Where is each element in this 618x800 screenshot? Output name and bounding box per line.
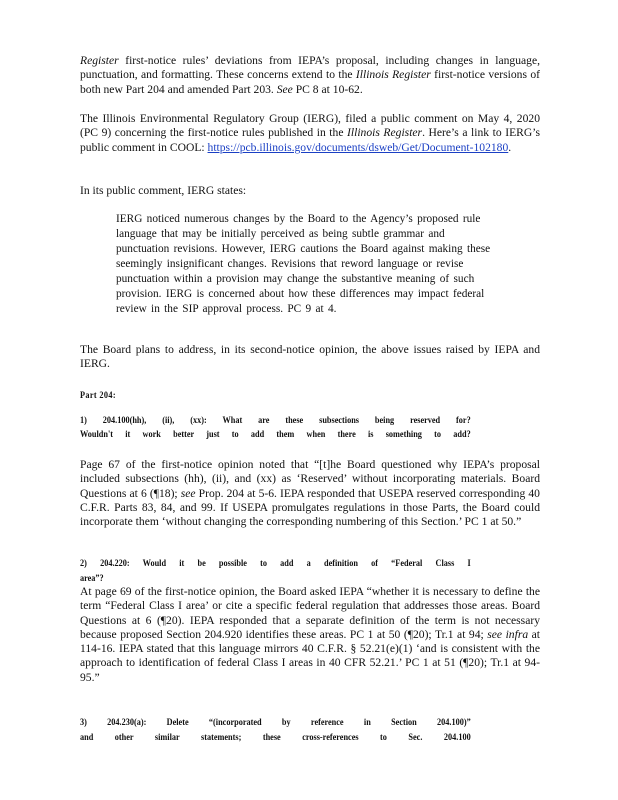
question-2-line-1: 2) 204.220: Would it be possible to add a definition of “Federal Class I <box>80 559 471 569</box>
cool-document-link[interactable]: https://pcb.illinois.gov/documents/dsweb/Get/Document-102180 <box>207 140 509 154</box>
paragraph-ierg-states: In its public comment, IERG states: <box>80 184 247 197</box>
paragraph-register-concerns: Register first-notice rules’ deviations from IEPA’s proposal, including changes in language, punctuation, and formatting. These concerns extend to the Illinois Register first-notice versions of both new Part 204 and amended Part 203. See PC 8 at 10-62. <box>80 54 541 96</box>
question-3-line-2: and other similar statements; these cross-references to Sec. 204.100 <box>80 733 471 743</box>
part-204-heading: Part 204: <box>80 391 116 401</box>
question-1-line-2: Wouldn't it work better just to add them when there is something to add? <box>80 430 471 440</box>
paragraph-ierg-comment: The Illinois Environmental Regulatory Group (IERG), filed a public comment on May 4, 2020 (PC 9) concerning the first-notice rules published in the Illinois Register. Here’s a link to IERG’s public comment in COOL: https://pcb.illinois.gov/documents/dsweb/Get/Document-102180. <box>80 112 540 154</box>
question-2-line-2: area”? <box>80 574 104 584</box>
question-3-line-1: 3) 204.230(a): Delete “(incorporated by reference in Section 204.100)” <box>80 718 471 728</box>
block-quote-ierg: IERG noticed numerous changes by the Board to the Agency’s proposed rule language that may be initially perceived as being subtle grammar and punctuation revisions. However, IERG cautions the Board against making these seemingly insignificant changes. Revisions that reword language or revise punctuation within a provision may change the substantive meaning of such provision. IERG is concerned about how these differences may impact federal review in the SIP approval process. PC 9 at 4. <box>116 213 491 315</box>
paragraph-board-plans: The Board plans to address, in its second-notice opinion, the above issues raised by IEPA and IERG. <box>80 343 540 371</box>
paragraph-page-69: At page 69 of the first-notice opinion, the Board asked IEPA “whether it is necessary to define the term “Federal Class I area’ or cite a specific federal regulation that addresses those areas. Board Questions at 6 (¶20). IEPA responded that a separate definition of the term is not necessary because proposed Section 204.920 identifies these areas. PC 1 at 50 (¶20); Tr.1 at 94; see infra at 114-16. IEPA stated that this language mirrors 40 C.F.R. § 52.21(e)(1) ‘and is consistent with the approach to identification of federal Class I areas in 40 CFR 52.21.’ PC 1 at 51 (¶20); Tr.1 at 94-95.” <box>80 585 541 684</box>
question-1-line-1: 1) 204.100(hh), (ii), (xx): What are these subsections being reserved for? <box>80 416 471 426</box>
italic-register: Register <box>80 54 119 67</box>
paragraph-page-67: Page 67 of the first-notice opinion noted that “[t]he Board questioned why IEPA’s proposal included subsections (hh), (ii), and (xx) as ‘Reserved’ without incorporating materials. Board Questions at 6 (¶18); see Prop. 204 at 5-6. IEPA responded that USEPA reserved corresponding 40 C.F.R. Parts 83, 84, and 99. If USEPA promulgates regulations in those Parts, the Board could incorporate them ‘without changing the corresponding numbering of this Section.’ PC 1 at 50.” <box>80 458 540 529</box>
